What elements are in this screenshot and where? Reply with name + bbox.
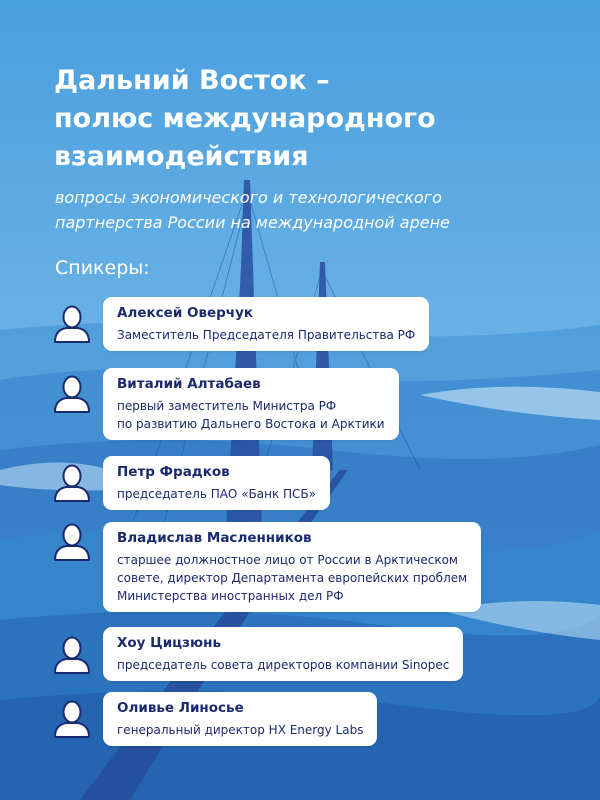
speaker-role-line: председатель совета директоров компании Sinopec bbox=[117, 658, 450, 672]
title-line: взаимодействия bbox=[54, 141, 309, 172]
speaker-name: Петр Фрадков bbox=[117, 464, 230, 480]
speaker-name: Алексей Оверчук bbox=[117, 305, 254, 321]
page-subtitle bbox=[55, 185, 585, 235]
person-outline-icon bbox=[52, 303, 92, 343]
speaker-role-line: по развитию Дальнего Востока и Арктики bbox=[117, 417, 385, 431]
speaker-role-line: первый заместитель Министра РФ bbox=[117, 399, 337, 413]
subtitle-line: партнерства России на международной арене bbox=[55, 213, 450, 232]
title-line: полюс международного bbox=[54, 103, 436, 134]
speaker-role-line: старшее должностное лицо от России в Арктическом bbox=[117, 553, 458, 567]
page-title bbox=[54, 62, 574, 176]
speaker-name: Виталий Алтабаев bbox=[117, 376, 261, 392]
person-outline-icon bbox=[52, 521, 92, 561]
speaker-role bbox=[117, 485, 316, 503]
speaker-card bbox=[103, 456, 330, 510]
speaker-name: Владислав Масленников bbox=[117, 530, 312, 546]
speaker-role bbox=[117, 551, 467, 605]
speaker-name: Оливье Линосье bbox=[117, 700, 244, 716]
speaker-role-line: генеральный директор HX Energy Labs bbox=[117, 723, 364, 737]
speakers-heading: Спикеры: bbox=[55, 257, 150, 279]
speaker-role bbox=[117, 397, 385, 433]
speaker-role-line: Министерства иностранных дел РФ bbox=[117, 589, 344, 603]
person-outline-icon bbox=[52, 698, 92, 738]
speaker-role bbox=[117, 721, 363, 739]
speaker-role-line: председатель ПАО «Банк ПСБ» bbox=[117, 487, 317, 501]
speaker-card bbox=[103, 522, 481, 612]
speaker-card bbox=[103, 692, 377, 746]
speaker-card bbox=[103, 627, 463, 681]
speaker-name: Хоу Цицзюнь bbox=[117, 635, 222, 651]
person-outline-icon bbox=[52, 373, 92, 413]
person-outline-icon bbox=[52, 634, 92, 674]
speaker-role-line: Заместитель Председателя Правительства РФ bbox=[117, 328, 416, 342]
speaker-card bbox=[103, 368, 399, 440]
subtitle-line: вопросы экономического и технологического bbox=[55, 188, 442, 207]
person-outline-icon bbox=[52, 462, 92, 502]
title-line: Дальний Восток – bbox=[54, 65, 330, 96]
speaker-role bbox=[117, 656, 449, 674]
speaker-card bbox=[103, 297, 429, 351]
speaker-role bbox=[117, 326, 415, 344]
speaker-role-line: совете, директор Департамента европейских проблем bbox=[117, 571, 468, 585]
